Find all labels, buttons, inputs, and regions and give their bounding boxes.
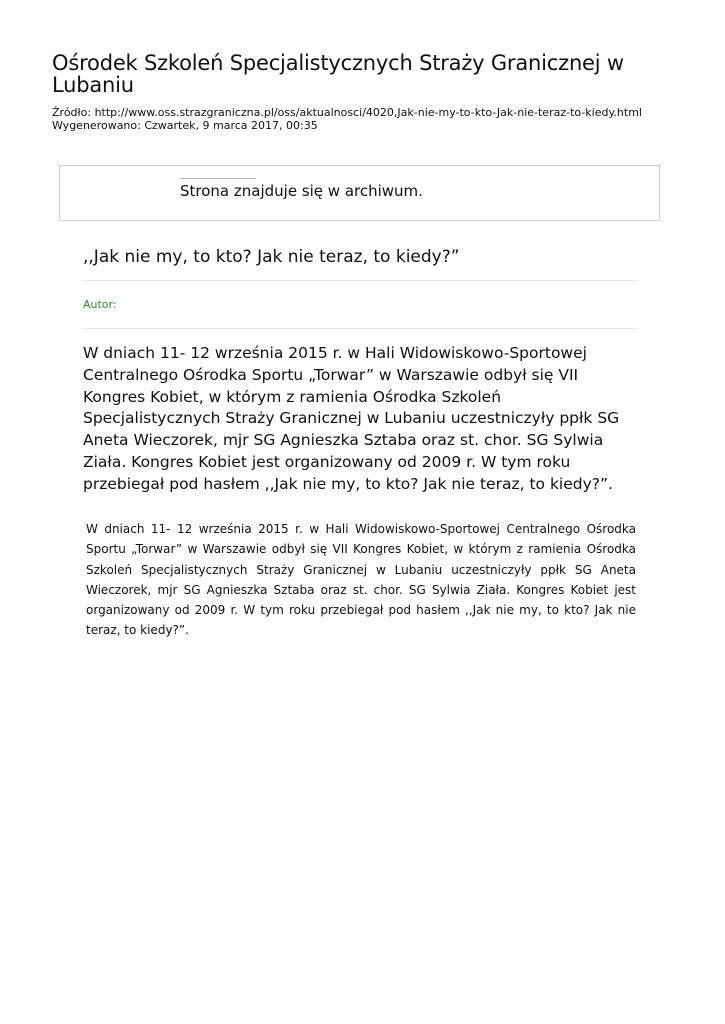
author-label: Autor: bbox=[83, 298, 117, 311]
page-header bbox=[52, 52, 672, 132]
page-meta bbox=[52, 106, 672, 132]
title-divider bbox=[83, 280, 637, 281]
generated-date: Wygenerowano: Czwartek, 9 marca 2017, 00:35 bbox=[52, 119, 318, 132]
article-body: W dniach 11- 12 września 2015 r. w Hali Widowiskowo-Sportowej Centralnego Ośrodka Sportu „Torwar” w Warszawie odbył się VII Kongres Kobiet, w którym z ramienia Ośrodka Szkoleń Specjalistycznych Straży Granicznej w Lubaniu uczestniczyły ppłk SG Aneta Wieczorek, mjr SG Agnieszka Sztaba oraz st. chor. SG Sylwia Ziała. Kongres Kobiet jest organizowany od 2009 r. W tym roku przebiegał pod hasłem ,,Jak nie my, to kto? Jak nie teraz, to kiedy?”. bbox=[86, 522, 636, 638]
archive-divider bbox=[180, 178, 256, 179]
archive-notice-box bbox=[59, 165, 660, 221]
source-url: Źródło: http://www.oss.strazgraniczna.pl/oss/aktualnosci/4020,Jak-nie-my-to-kto-Jak-nie-teraz-to-kiedy.html bbox=[52, 106, 642, 119]
archive-notice: Strona znajduje się w archiwum. bbox=[180, 182, 423, 200]
article-lead: W dniach 11- 12 września 2015 r. w Hali Widowiskowo-Sportowej Centralnego Ośrodka Sportu „Torwar” w Warszawie odbył się VII Kongres Kobiet, w którym z ramienia Ośrodka Szkoleń Specjalistycznych Straży Granicznej w Lubaniu uczestniczyły ppłk SG Aneta Wieczorek, mjr SG Agnieszka Sztaba oraz st. chor. SG Sylwia Ziała. Kongres Kobiet jest organizowany od 2009 r. W tym roku przebiegał pod hasłem ,,Jak nie my, to kto? Jak nie teraz, to kiedy?”. bbox=[83, 344, 620, 493]
site-title: Ośrodek Szkoleń Specjalistycznych Straży Granicznej w Lubaniu bbox=[52, 51, 624, 97]
author-divider bbox=[83, 328, 637, 329]
article-title: ,,Jak nie my, to kto? Jak nie teraz, to kiedy?” bbox=[83, 247, 460, 267]
